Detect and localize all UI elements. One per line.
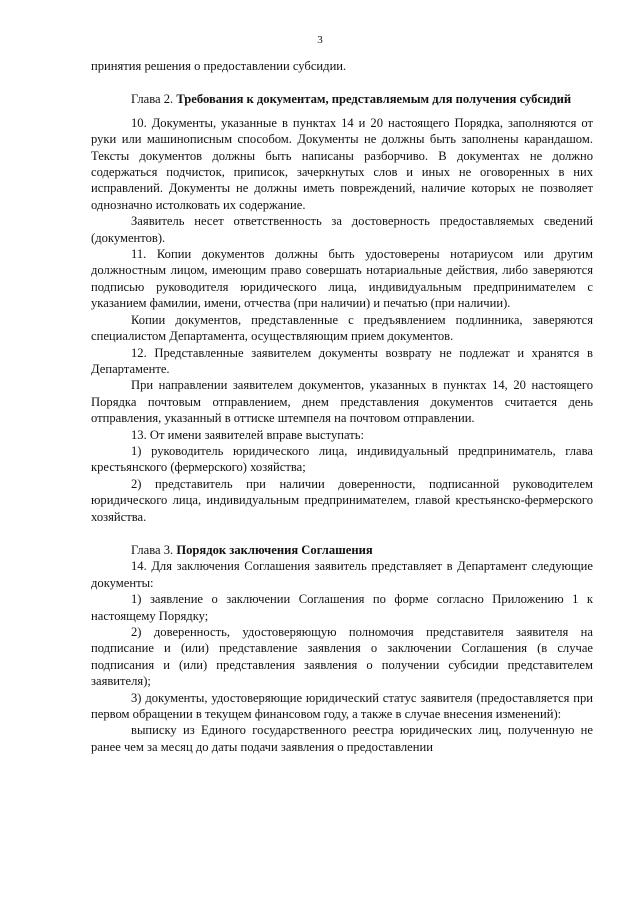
chapter-2-heading [91, 91, 593, 107]
chapter-3-title: Порядок заключения Соглашения [176, 542, 373, 557]
paragraph-14-item-3: 3) документы, удостоверяющие юридический статус заявителя (предоставляется при первом обращении в текущем финансовом году, а также в случае внесения изменений): [91, 690, 593, 722]
chapter-2-prefix: Глава 2. [131, 92, 177, 107]
chapter-3-heading [91, 542, 593, 558]
chapter-3-prefix: Глава 3. [131, 542, 177, 557]
paragraph-13-item-2: 2) представитель при наличии доверенности, подписанной руководителем юридического лица, индивидуальным предпринимателем, главой крестьянско-фермерского хозяйства. [91, 476, 593, 524]
paragraph-14-egrul: выписку из Единого государственного реестра юридических лиц, полученную не ранее чем за месяц до даты подачи заявления о предоставлении [91, 723, 593, 754]
document-body [91, 58, 593, 755]
paragraph-14-item-2: 2) доверенность, удостоверяющую полномочия представителя заявителя на подписание и (или) представление заявления о заключении Соглашения (в случае подписания и (или) представления заявления о получении субсидии представителем заявителя); [91, 625, 593, 689]
continuation-text: принятия решения о предоставлении субсидии. [91, 59, 347, 73]
paragraph-14-item-1: 1) заявление о заключении Соглашения по форме согласно Приложению 1 к настоящему Порядку; [91, 592, 593, 623]
paragraph-12: 12. Представленные заявителем документы возврату не подлежат и хранятся в Департаменте. [91, 345, 593, 376]
paragraph-10-responsibility: Заявитель несет ответственность за достоверность предоставляемых сведений (документов). [91, 214, 593, 245]
paragraph-11: 11. Копии документов должны быть удостоверены нотариусом или другим должностным лицом, имеющим право совершать нотариальные действия, либо заверяются подписью руководителя юридического лица, индивидуальным предпринимателем с указанием фамилии, имени, отчества (при наличии) и печатью (при наличии). [91, 247, 593, 311]
paragraph-10: 10. Документы, указанные в пунктах 14 и 20 настоящего Порядка, заполняются от руки или машинописным способом. Документы не должны быть заполнены карандашом. Тексты документов должны быть написаны разборчиво. В документах не должно содержаться подчисток, приписок, зачеркнутых слов и иных не оговоренных в них исправлений. Документы не должны иметь повреждений, наличие которых не позволяет однозначно истолковать их содержание. [91, 115, 593, 212]
paragraph-13-item-1: 1) руководитель юридического лица, индивидуальный предприниматель, глава крестьянского (фермерского) хозяйства; [91, 443, 593, 475]
paragraph-11-copies: Копии документов, представленные с предъявлением подлинника, заверяются специалистом Департамента, осуществляющим прием документов. [91, 312, 593, 344]
paragraph-14: 14. Для заключения Соглашения заявитель представляет в Департамент следующие документы: [91, 559, 593, 590]
paragraph-13: 13. От имени заявителей вправе выступать: [131, 427, 365, 442]
paragraph-12-postal: При направлении заявителем документов, указанных в пунктах 14, 20 настоящего Порядка почтовым отправлением, днем представления документов считается день отправления, указанный в оттиске штемпеля на почтовом отправлении. [91, 378, 593, 426]
page-number: 3 [317, 34, 323, 46]
chapter-2-title: Требования к документам, представляемым для получения субсидий [176, 92, 572, 107]
